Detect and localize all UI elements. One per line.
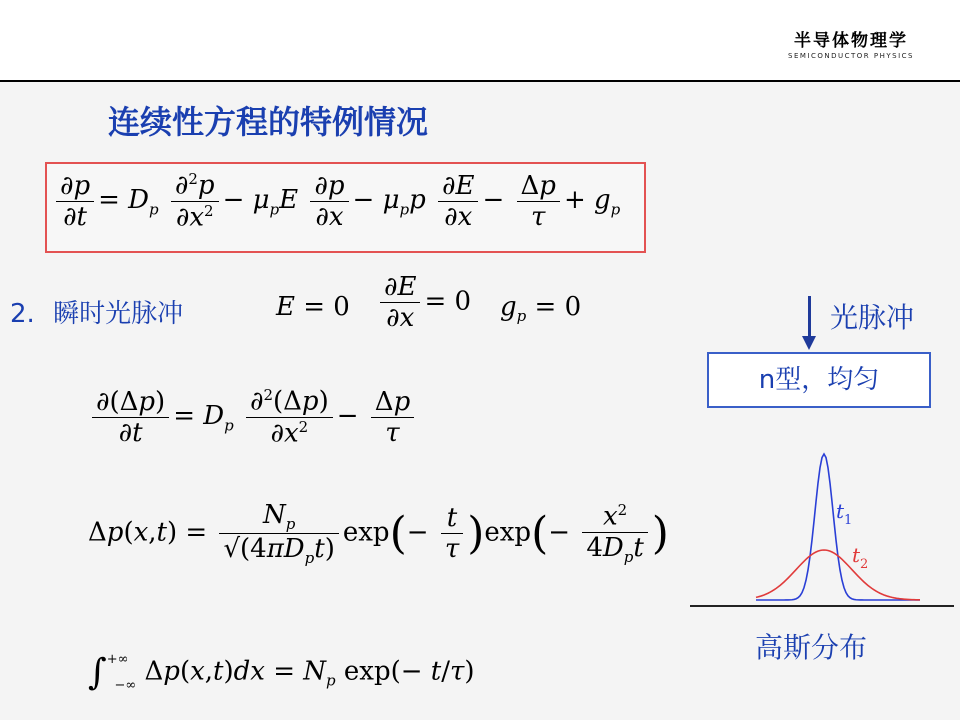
- section-heading: [10, 293, 183, 330]
- brand-chinese: 半导体物理学: [794, 31, 908, 51]
- light-pulse-arrow: [808, 296, 811, 338]
- curve-t2-label: $t_2$: [852, 543, 869, 572]
- condition-de-dx-zero: $\frac{\partial E}{\partial x}$ = 0: [376, 272, 471, 333]
- curve-t1-label: $t_1$: [836, 499, 853, 528]
- slide-title: 连续性方程的特例情况: [108, 103, 429, 141]
- brand-logo: [788, 26, 914, 60]
- condition-e-zero: E = 0: [276, 292, 350, 322]
- section-label: 瞬时光脉冲: [53, 299, 184, 329]
- light-pulse-label: 光脉冲: [830, 301, 915, 334]
- gaussian-distribution-plot: [688, 440, 960, 612]
- header-bar: [0, 0, 960, 80]
- curve-t1: [756, 454, 920, 600]
- section-number: 2.: [10, 299, 35, 329]
- gaussian-caption: 高斯分布: [755, 631, 868, 664]
- condition-gp-zero: $g_p = 0$: [500, 292, 582, 326]
- gaussian-solution: Δp(x,t) = $\frac{N_p}{√(4\pi D_pt)}$ exp(− $\frac{t}{\tau}$ )exp(− $\frac{x^2}{4D_pt}$ ): [88, 500, 669, 568]
- n-type-label: n型，均匀: [758, 365, 880, 395]
- continuity-equation: $\frac{\partial p}{\partial t}$ = $D_p$ $\frac{\partial^2p}{\partial x^2}$ − $\mu_pE$ $\frac{\partial p}{\partial x}$ − $\mu_pp$ $\frac{\partial E}{\partial x}$ − $\frac{\Delta p}{\tau}$ + $g_p$: [52, 170, 620, 232]
- brand-english: SEMICONDUCTOR PHYSICS: [788, 52, 914, 60]
- diffusion-equation: $\frac{\partial(\Delta p)}{\partial t}$ = $D_p$ $\frac{\partial^2(\Delta p)}{\partial x^2}$ − $\frac{\Delta p}{\tau}$: [88, 386, 418, 448]
- n-type-sample-box: [707, 352, 931, 408]
- arrow-head-icon: [802, 336, 816, 350]
- integral-equation: ∫+∞−∞ $\Delta p(x,t)dx = N_p$ exp(− t/τ): [88, 652, 475, 693]
